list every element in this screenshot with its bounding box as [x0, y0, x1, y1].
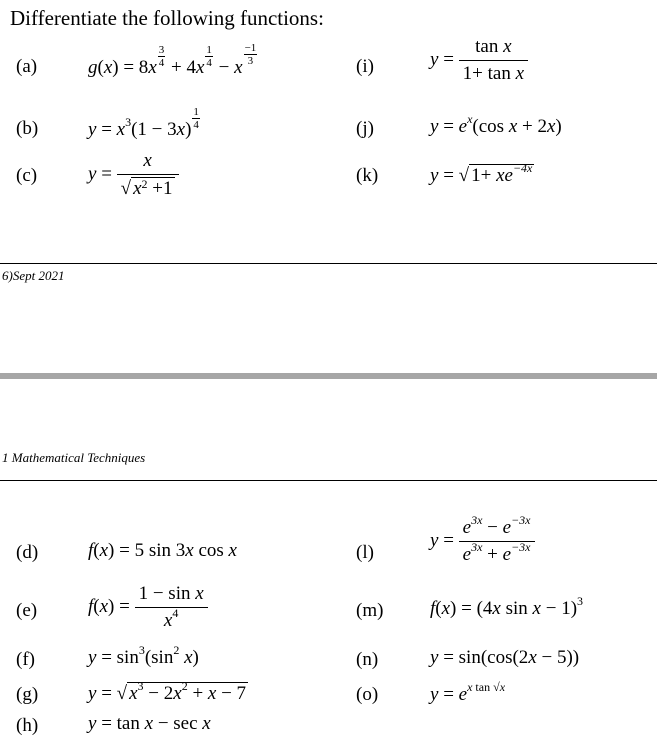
expr-f: $y = \sin^3(\sin^2$ x)	[88, 643, 199, 668]
label-h: (h)	[16, 715, 39, 736]
label-c: (c)	[16, 165, 38, 186]
label-o: (o)	[356, 684, 379, 705]
expr-c: y = $\frac{x}{√ x^2 +1}$	[88, 150, 179, 200]
label-n: (n)	[356, 649, 379, 670]
expr-n: y = sin(cos(2x − 5))	[430, 647, 580, 668]
label-l: (l)	[356, 542, 374, 563]
rule-bottom	[0, 480, 657, 481]
expr-o: $y = e^{x tan √x}$	[430, 680, 506, 705]
expr-g: y = √ $x^3 - 2x^2 + x - 7$	[88, 679, 247, 704]
expr-a: g(x) = 8x $\frac{3}{4}$ + 4x $\frac{1}{4}$ − x $\frac{-1}{3}$	[88, 42, 257, 78]
label-a: (a)	[16, 56, 38, 77]
rule-top	[0, 263, 657, 264]
label-k: (k)	[356, 165, 379, 186]
page-footer: 6)Sept 2021	[2, 268, 65, 283]
expr-k: y = √ $1+ xe^{-4x}$	[430, 161, 533, 186]
expr-h: y = tan x − sec x	[88, 713, 211, 734]
expr-i: y = $\frac{\text{tan x}}{\text{1+ tan x}}$	[430, 36, 528, 85]
label-b: (b)	[16, 118, 39, 139]
label-e: (e)	[16, 600, 38, 621]
page-title: Differentiate the following functions:	[10, 6, 324, 30]
label-g: (g)	[16, 684, 39, 705]
expr-e: f(x) = $\frac{\text{1 − sin x}}{x^4}$	[88, 583, 208, 632]
label-d: (d)	[16, 542, 39, 563]
expr-d: f(x) = 5 sin 3x cos x	[88, 540, 237, 561]
label-i: (i)	[356, 56, 374, 77]
label-j: (j)	[356, 118, 374, 139]
expr-j: $y = e^x(\cos$ x + 2x)	[430, 112, 562, 137]
label-f: (f)	[16, 649, 35, 670]
page-separator	[0, 373, 657, 379]
label-m: (m)	[356, 600, 384, 621]
page-header: 1 Mathematical Techniques	[2, 450, 146, 465]
expr-m: f(x) = (4x sin x − 1)$^3$	[430, 594, 584, 619]
expr-b: $y = x^3(1 - 3x)$ $\frac{1}{4}$	[88, 106, 199, 140]
expr-l: y = $\frac{e^{3x} - e^{-3x}}{e^{3x} + e^{-3x}}$	[430, 517, 535, 566]
